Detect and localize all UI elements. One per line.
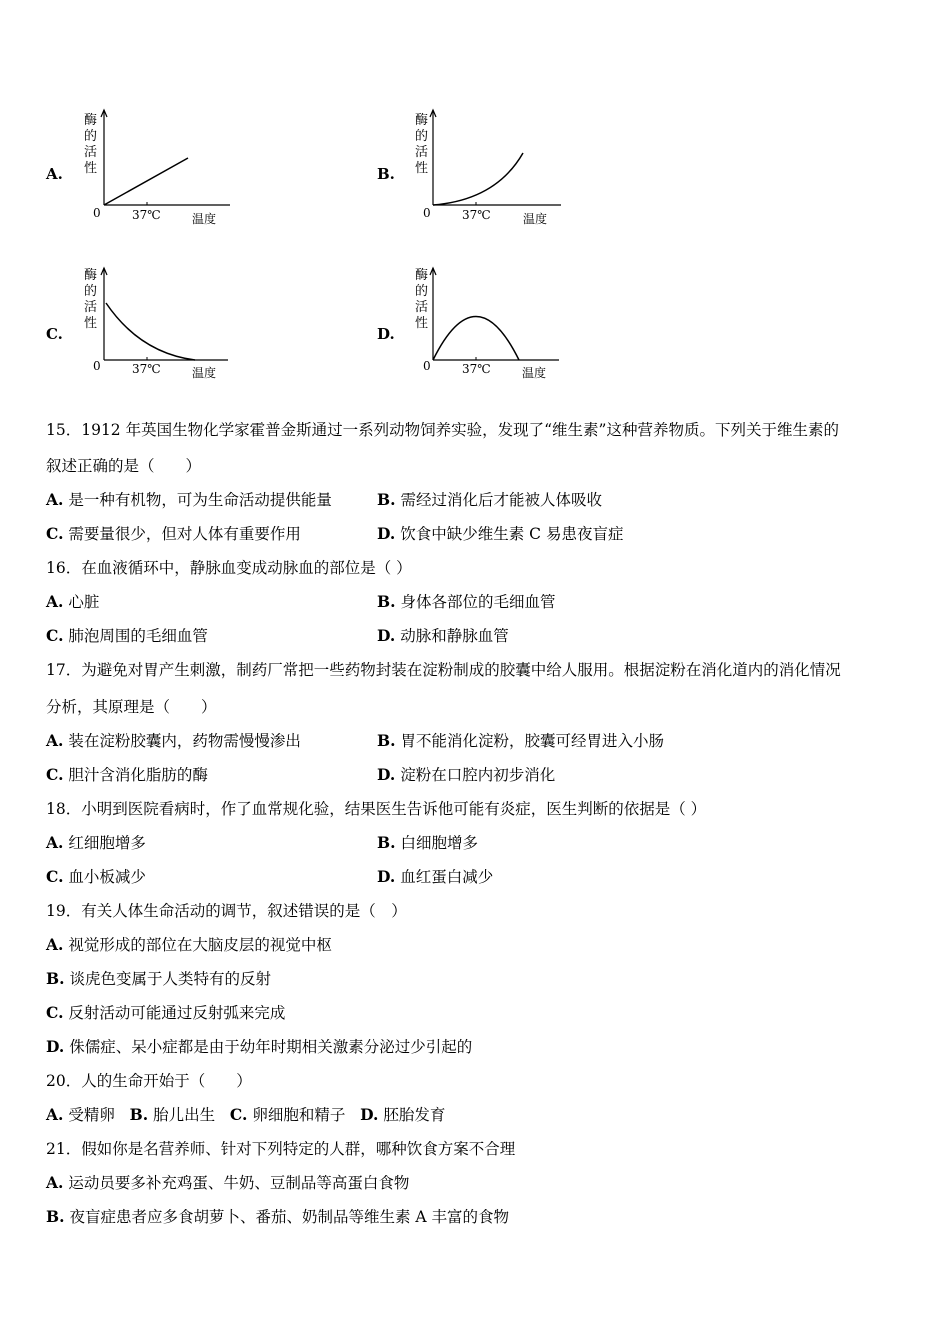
question-16-stem: 16．在血液循环中，静脉血变成动脉血的部位是（ ） (46, 559, 412, 577)
option-b-text: 谈虎色变属于人类特有的反射 (69, 970, 271, 988)
option-b-text: 胃不能消化淀粉，胶囊可经胃进入小肠 (400, 732, 664, 750)
option-c-text: 血小板减少 (68, 868, 146, 886)
option-b-text: 胎儿出生 (153, 1106, 216, 1124)
option-c-text: 胆汁含消化脂肪的酶 (68, 766, 208, 784)
tick-label: 37℃ (132, 208, 161, 222)
question-19-option-d (46, 1037, 472, 1057)
y-axis-label-char: 酶 (414, 113, 428, 128)
y-axis-label-char: 的 (83, 284, 97, 299)
option-b (377, 490, 602, 510)
y-axis-label-char: 活 (414, 145, 428, 160)
question-19-stem: 19．有关人体生命活动的调节，叙述错误的是（ ） (46, 902, 407, 920)
graph-option-c-letter: C. (46, 325, 63, 343)
origin-label: 0 (423, 206, 431, 220)
option-d-text: 动脉和静脉血管 (400, 627, 509, 645)
option-letter: D. (377, 626, 396, 645)
origin-label: 0 (93, 359, 101, 373)
activity-curve (104, 158, 188, 205)
option-letter: D. (377, 867, 396, 886)
option-b-text: 白细胞增多 (400, 834, 478, 852)
question-17-options-row-2 (46, 765, 556, 785)
question-15-options-row-2 (46, 524, 624, 544)
option-d-text: 侏儒症、呆小症都是由于幼年时期相关激素分泌过少引起的 (69, 1038, 473, 1056)
y-axis-label-char: 的 (414, 129, 428, 144)
option-d (377, 626, 509, 646)
graph-d (411, 265, 581, 390)
tick-label: 37℃ (462, 362, 491, 376)
question-19-option-c (46, 1003, 285, 1023)
activity-curve (433, 153, 523, 205)
activity-curve (433, 317, 519, 361)
y-axis-label-char: 的 (83, 129, 97, 144)
option-d (377, 524, 623, 544)
y-axis-label-char: 性 (83, 161, 97, 176)
option-b (377, 833, 478, 853)
option-a-text: 红细胞增多 (68, 834, 146, 852)
question-19-option-a (46, 935, 332, 955)
question-17-options-row-1 (46, 731, 664, 751)
option-a-text: 受精卵 (68, 1106, 115, 1124)
graph-option-b-letter: B. (377, 165, 395, 183)
option-letter: C. (46, 1003, 64, 1022)
question-21-option-b (46, 1207, 509, 1227)
question-20-options (46, 1105, 445, 1125)
x-axis-label: 温度 (192, 366, 217, 380)
option-letter: B. (377, 592, 396, 611)
option-letter: A. (46, 731, 64, 750)
graph-option-d-letter: D. (377, 325, 395, 343)
graph-option-a-letter: A. (46, 165, 63, 183)
option-letter: C. (46, 524, 64, 543)
option-letter: D. (360, 1105, 379, 1124)
question-17-stem-line-2: 分析，其原理是（ ） (46, 698, 217, 716)
y-axis-label-char: 酶 (414, 268, 428, 283)
y-axis-label-char: 酶 (83, 113, 97, 128)
y-axis-label-char: 活 (83, 300, 97, 315)
question-16-options-row-1 (46, 592, 556, 612)
option-b-text: 夜盲症患者应多食胡萝卜、番茄、奶制品等维生素 A 丰富的食物 (69, 1208, 509, 1226)
question-15-stem-line-2: 叙述正确的是（ ） (46, 457, 202, 475)
question-21-stem: 21．假如你是名营养师、针对下列特定的人群，哪种饮食方案不合理 (46, 1140, 516, 1158)
y-axis-label-char: 性 (83, 316, 97, 331)
option-letter: A. (46, 490, 64, 509)
origin-label: 0 (93, 206, 101, 220)
option-letter: A. (46, 592, 64, 611)
question-17-stem-line-1: 17．为避免对胃产生刺激，制药厂常把一些药物封装在淀粉制成的胶囊中给人服用。根据淀粉在消化道内的消化情况 (46, 661, 841, 679)
option-d (377, 765, 555, 785)
option-letter: C. (46, 765, 64, 784)
option-letter: B. (46, 969, 65, 988)
option-a-text: 运动员要多补充鸡蛋、牛奶、豆制品等高蛋白食物 (68, 1174, 410, 1192)
option-a-text: 视觉形成的部位在大脑皮层的视觉中枢 (68, 936, 332, 954)
question-18-stem: 18．小明到医院看病时，作了血常规化验，结果医生告诉他可能有炎症，医生判断的依据是（ ） (46, 800, 707, 818)
option-d-text: 饮食中缺少维生素 C 易患夜盲症 (400, 525, 624, 543)
option-d-text: 血红蛋白减少 (400, 868, 494, 886)
y-axis-label-char: 活 (83, 145, 97, 160)
option-letter: C. (46, 867, 64, 886)
graph-b (411, 105, 581, 230)
option-letter: A. (46, 1173, 64, 1192)
origin-label: 0 (423, 359, 431, 373)
question-18-options-row-1 (46, 833, 478, 853)
option-letter: A. (46, 1105, 64, 1124)
option-b-text: 需经过消化后才能被人体吸收 (400, 491, 602, 509)
tick-label: 37℃ (462, 208, 491, 222)
question-15-stem-line-1: 15．1912 年英国生物化学家霍普金斯通过一系列动物饲养实验，发现了“维生素”这种营养物质。下列关于维生素的 (46, 421, 839, 439)
x-axis-label: 温度 (192, 212, 217, 226)
option-letter: D. (46, 1037, 65, 1056)
option-a-text: 心脏 (68, 593, 100, 611)
option-letter: B. (377, 731, 396, 750)
option-letter: B. (46, 1207, 65, 1226)
y-axis-label-char: 的 (414, 284, 428, 299)
x-axis-label: 温度 (523, 212, 548, 226)
tick-label: 37℃ (132, 362, 161, 376)
option-letter: C. (46, 626, 64, 645)
option-b-text: 身体各部位的毛细血管 (400, 593, 556, 611)
option-letter: B. (377, 490, 396, 509)
option-b (377, 731, 664, 751)
y-axis-label-char: 性 (414, 316, 428, 331)
option-b (377, 592, 555, 612)
activity-curve (106, 303, 195, 360)
question-19-option-b (46, 969, 271, 989)
graph-d-plot (411, 265, 581, 390)
y-axis-label-char: 性 (414, 161, 428, 176)
option-c-text: 反射活动可能通过反射弧来完成 (68, 1004, 286, 1022)
graph-a (80, 105, 250, 230)
option-letter: C. (229, 1105, 248, 1124)
graph-c-plot (80, 265, 250, 390)
option-letter: B. (377, 833, 396, 852)
question-18-options-row-2 (46, 867, 494, 887)
y-axis-label-char: 酶 (83, 268, 97, 283)
option-d (377, 867, 493, 887)
option-c-text: 肺泡周围的毛细血管 (68, 627, 208, 645)
option-letter: A. (46, 935, 64, 954)
option-letter: B. (129, 1105, 149, 1124)
graph-b-plot (411, 105, 581, 230)
option-a-text: 是一种有机物，可为生命活动提供能量 (68, 491, 332, 509)
option-c-text: 卵细胞和精子 (252, 1106, 346, 1124)
question-20-stem: 20．人的生命开始于（ ） (46, 1072, 252, 1090)
question-21-option-a (46, 1173, 409, 1193)
option-d-text: 淀粉在口腔内初步消化 (400, 766, 556, 784)
option-c-text: 需要量很少，但对人体有重要作用 (68, 525, 301, 543)
y-axis-label-char: 活 (414, 300, 428, 315)
question-16-options-row-2 (46, 626, 509, 646)
graph-c (80, 265, 250, 390)
option-letter: D. (377, 524, 396, 543)
option-a-text: 装在淀粉胶囊内，药物需慢慢渗出 (68, 732, 301, 750)
x-axis-label: 温度 (522, 366, 547, 380)
question-15-options-row-1 (46, 490, 602, 510)
option-letter: D. (377, 765, 396, 784)
graph-a-plot (80, 105, 250, 230)
option-d-text: 胚胎发育 (383, 1106, 446, 1124)
option-letter: A. (46, 833, 64, 852)
